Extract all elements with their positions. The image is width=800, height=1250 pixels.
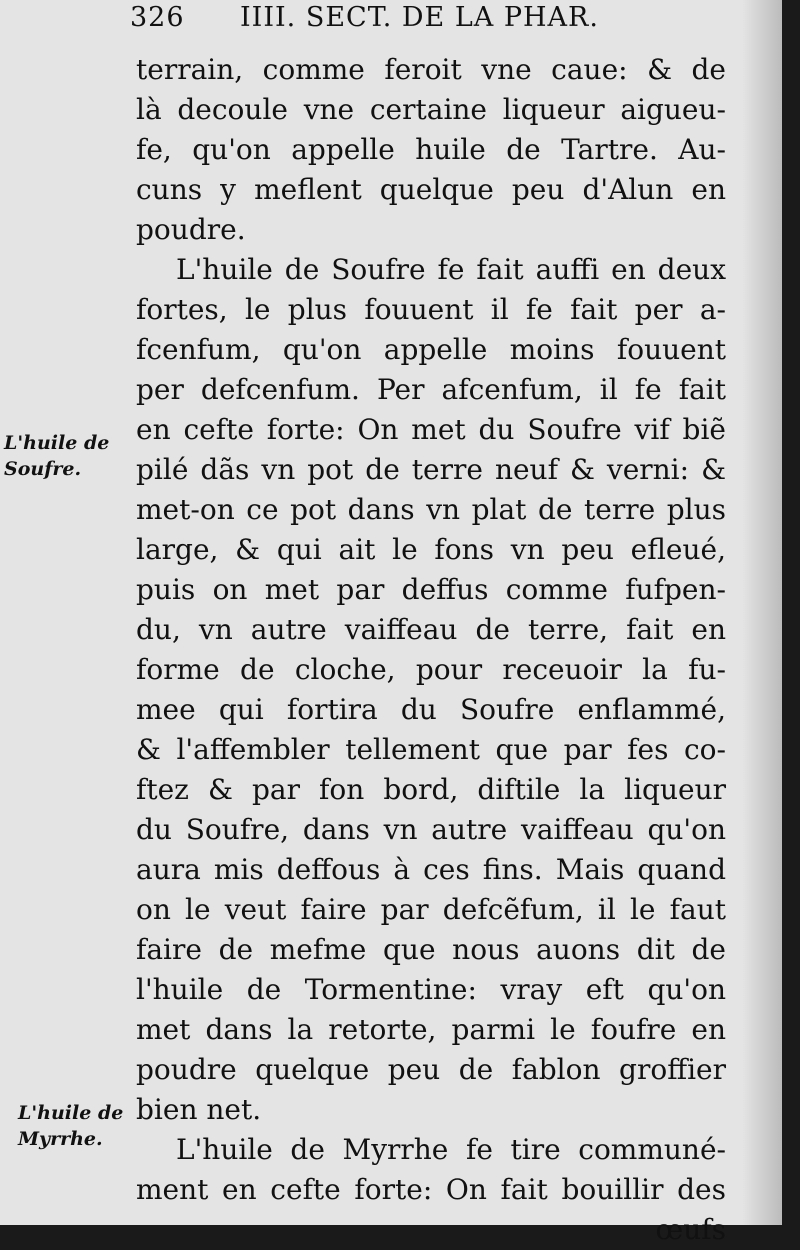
text-line: fortes, le plus fouuent il fe fait per a- xyxy=(136,293,726,326)
text-line: poudre. xyxy=(136,213,246,246)
text-line: poudre quelque peu de fablon groffier xyxy=(136,1053,726,1086)
page-header xyxy=(130,2,710,38)
text-line: ment en cefte forte: On fait bouillir des xyxy=(136,1173,726,1206)
text-line: per defcenfum. Per afcenfum, il fe fait xyxy=(136,373,726,406)
text-line: du Soufre, dans vn autre vaiffeau qu'on xyxy=(136,813,726,846)
catchword: œufs xyxy=(655,1213,726,1246)
text-line: cuns y meflent quelque peu d'Alun en xyxy=(136,173,726,206)
text-body xyxy=(136,50,726,1250)
text-line: on le veut faire par defcẽfum, il le faut xyxy=(136,893,726,926)
text-line: met-on ce pot dans vn plat de terre plus xyxy=(136,493,726,526)
text-line: puis on met par deffus comme fufpen- xyxy=(136,573,726,606)
text-line: faire de mefme que nous auons dit de xyxy=(136,933,726,966)
text-line: & l'affembler tellement que par fes co- xyxy=(136,733,726,766)
text-line: L'huile de Soufre fe fait auffi en deux xyxy=(176,253,726,286)
running-title: IIII. SECT. DE LA PHAR. xyxy=(240,2,599,33)
text-line: mee qui fortira du Soufre enflammé, xyxy=(136,693,726,726)
text-line: là decoule vne certaine liqueur aigueu- xyxy=(136,93,726,126)
text-line: du, vn autre vaiffeau de terre, fait en xyxy=(136,613,726,646)
text-line: large, & qui ait le fons vn peu efleué, xyxy=(136,533,726,566)
margin-note-myrrhe: L'huile de Myrrhe. xyxy=(18,1102,124,1150)
text-line: terrain, comme feroit vne caue: & de xyxy=(136,53,726,86)
text-line: bien net. xyxy=(136,1093,262,1126)
text-line: en cefte forte: On met du Soufre vif biẽ xyxy=(136,413,726,446)
page-edge-shadow xyxy=(742,0,782,1225)
page-number: 326 xyxy=(130,2,185,33)
text-line: ftez & par fon bord, diftile la liqueur xyxy=(136,773,726,806)
margin-note-soufre: L'huile de Soufre. xyxy=(4,432,110,480)
text-line: L'huile de Myrrhe fe tire communé- xyxy=(176,1133,726,1166)
text-line: met dans la retorte, parmi le foufre en xyxy=(136,1013,726,1046)
text-line: pilé dãs vn pot de terre neuf & verni: & xyxy=(136,453,726,486)
text-line: l'huile de Tormentine: vray eft qu'on xyxy=(136,973,726,1006)
text-line: forme de cloche, pour receuoir la fu- xyxy=(136,653,726,686)
text-line: fe, qu'on appelle huile de Tartre. Au- xyxy=(136,133,726,166)
text-line: fcenfum, qu'on appelle moins fouuent xyxy=(136,333,726,366)
text-line: aura mis deffous à ces fins. Mais quand xyxy=(136,853,726,886)
